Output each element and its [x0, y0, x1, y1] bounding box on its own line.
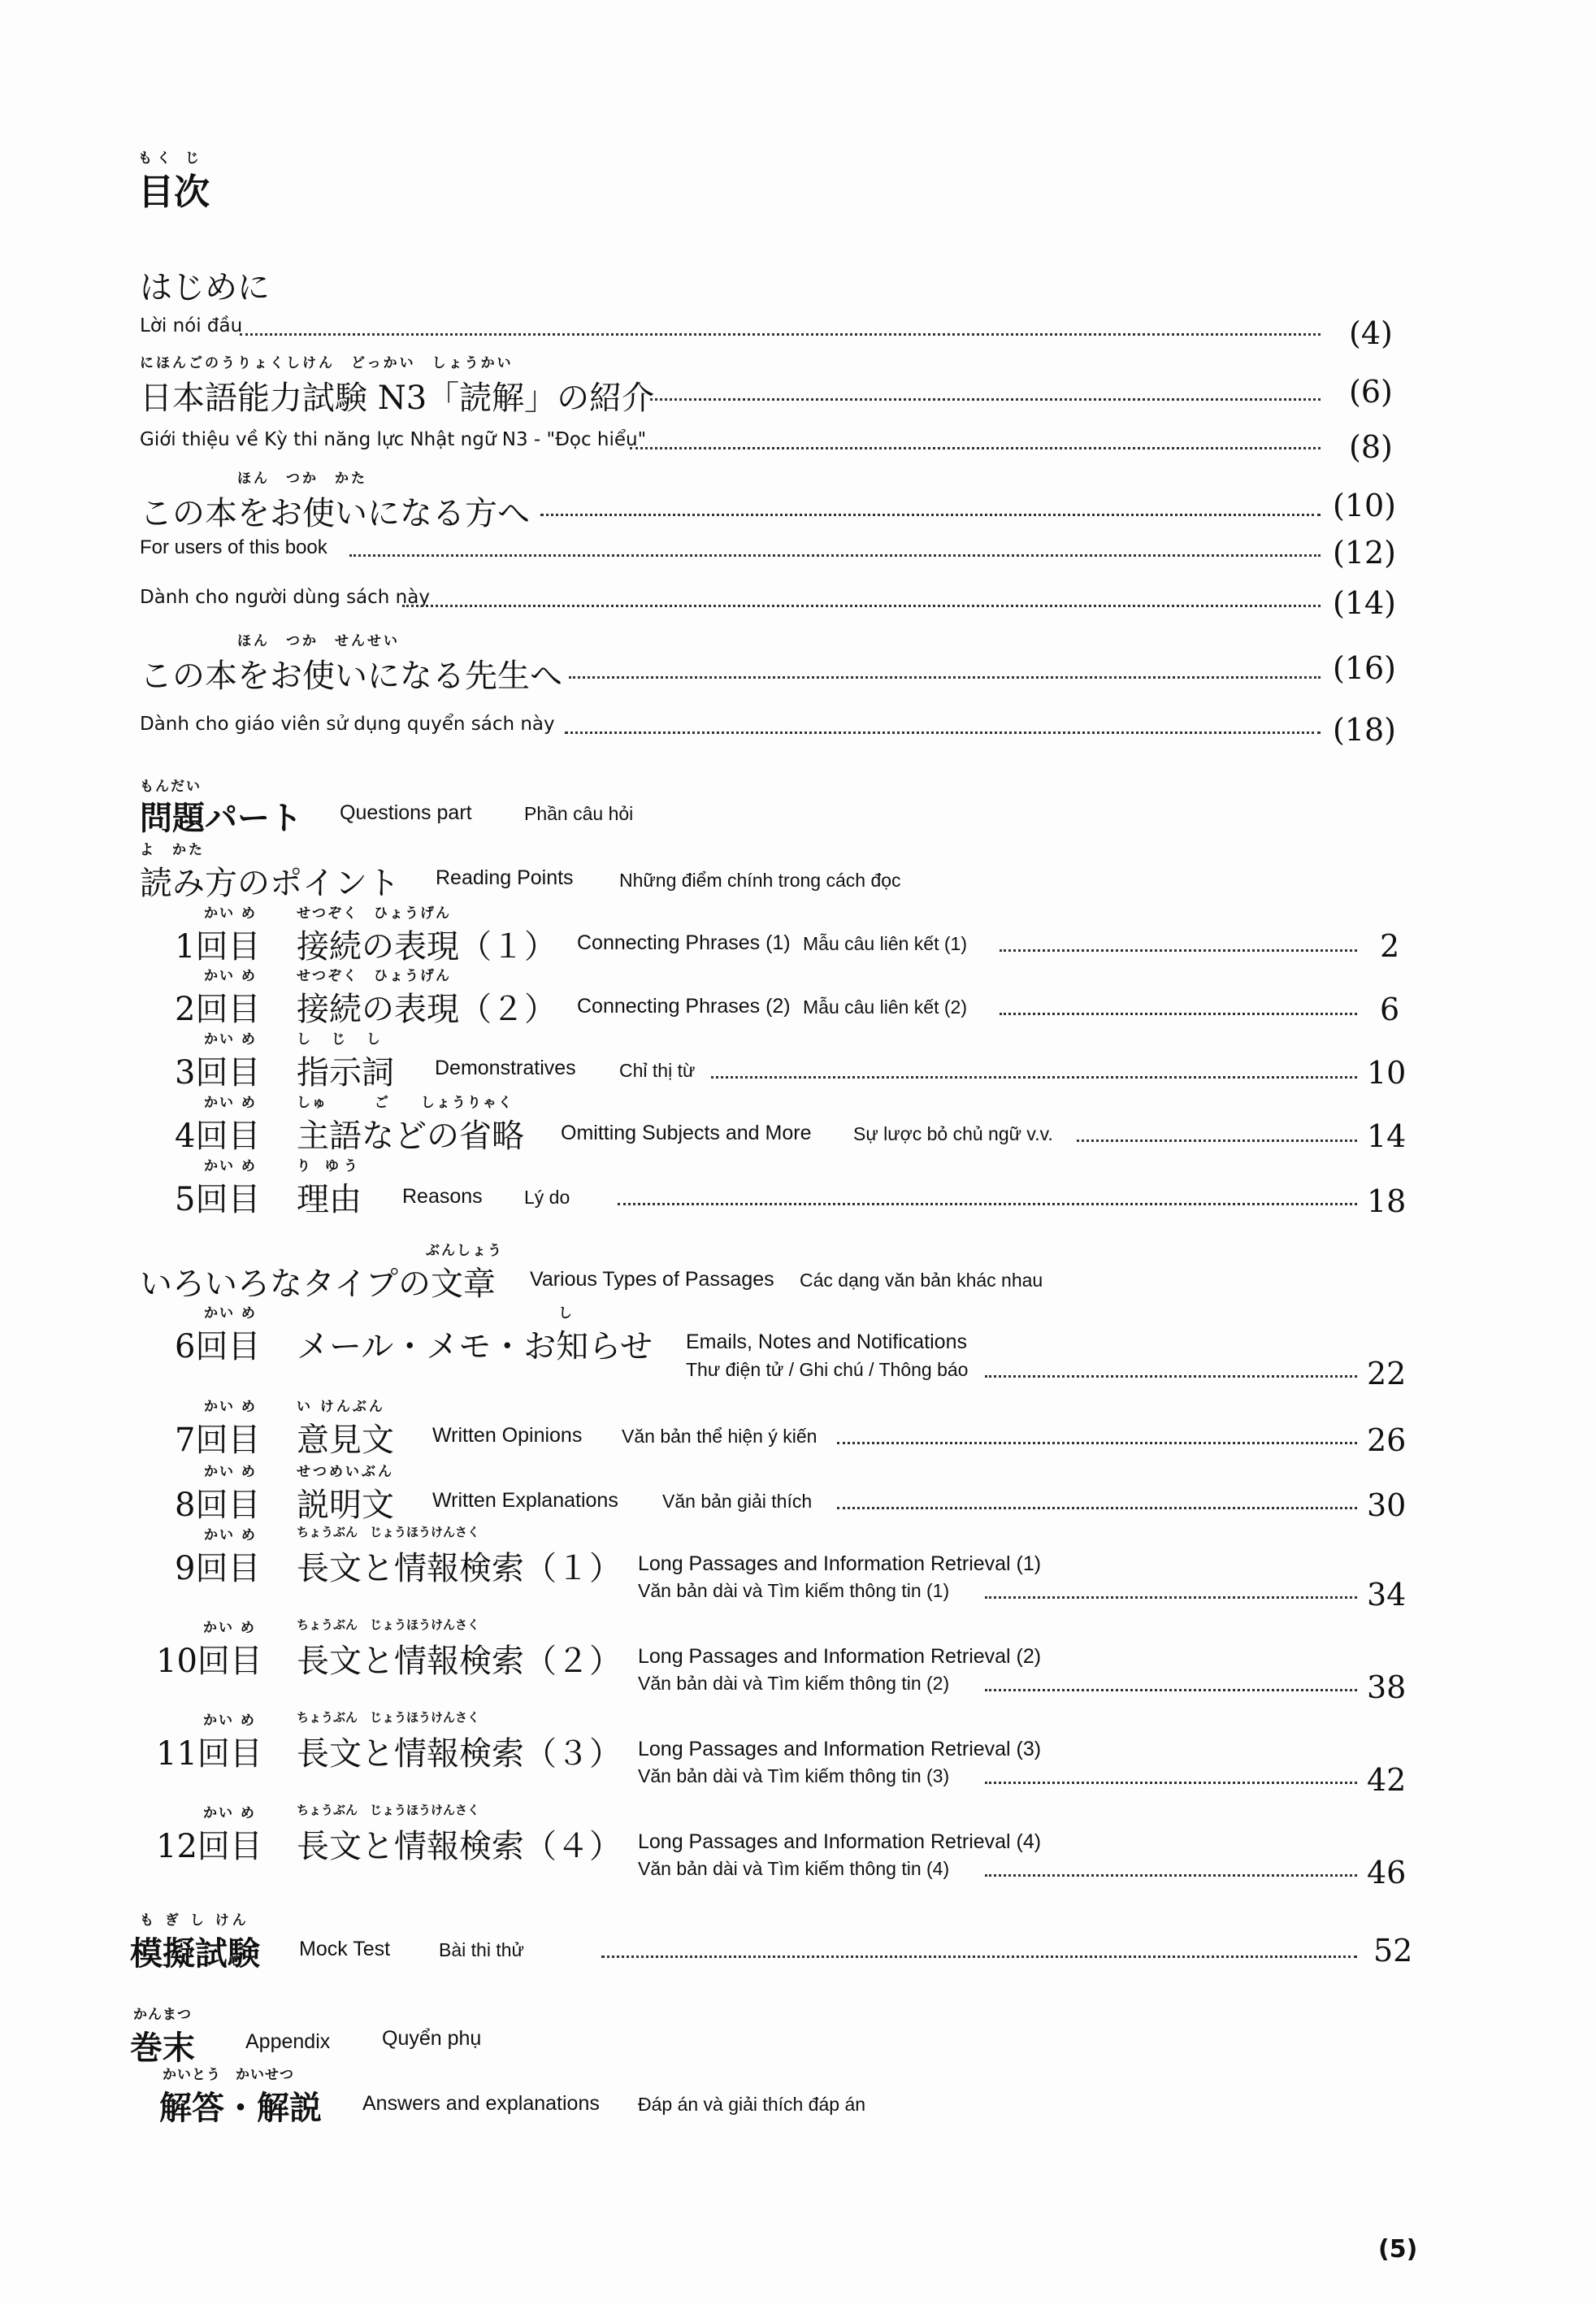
- lesson-kaime-ruby: かい め: [204, 1527, 257, 1543]
- toc-title: [138, 150, 210, 215]
- answers-heading: [159, 2067, 322, 2129]
- various-vi: Các dạng văn bản khác nhau: [800, 1270, 1043, 1291]
- mock-title: 模擬試験: [130, 1935, 260, 1973]
- lesson-row-1: [175, 905, 261, 967]
- page-ref: 26: [1367, 1422, 1407, 1458]
- lesson-kaime-ruby: かい め: [203, 1712, 256, 1729]
- lesson-en: Written Opinions: [432, 1424, 583, 1447]
- lesson-kaime-ruby: かい め: [204, 1095, 257, 1111]
- mondai-heading: [140, 779, 302, 839]
- lesson-jp-title: 長文と情報検索（２）: [297, 1643, 622, 1680]
- page-number: (5): [1378, 2235, 1418, 2264]
- leader-dots: [985, 1595, 1357, 1599]
- lesson-vi: Thư điện tử / Ghi chú / Thông báo: [686, 1359, 969, 1380]
- leader-dots: [618, 1201, 1357, 1205]
- intro-entry-label: この本をお使いになる先生へ: [140, 658, 562, 695]
- leader-dots: [985, 1374, 1357, 1378]
- page-ref: 38: [1367, 1669, 1407, 1705]
- mock-ruby: も ぎ し けん: [140, 1912, 249, 1929]
- page-ref: 30: [1367, 1487, 1407, 1523]
- lesson-jp-title: 理由: [297, 1181, 362, 1218]
- answers-ruby: かいとう かいせつ: [163, 2067, 294, 2083]
- lesson-kaime-ruby: かい め: [204, 1158, 257, 1174]
- intro-entry-label: Dành cho người dùng sách này: [140, 587, 430, 608]
- lesson-vi: Lý do: [524, 1187, 570, 1208]
- leader-dots: [1077, 1138, 1357, 1142]
- mock-en: Mock Test: [299, 1938, 391, 1960]
- page-ref: (8): [1349, 429, 1393, 465]
- leader-dots: [1000, 1011, 1357, 1015]
- lesson-jp: [297, 1031, 394, 1093]
- lesson-en: Long Passages and Information Retrieval (4): [638, 1830, 1042, 1853]
- leader-dots: [1000, 948, 1357, 952]
- lesson-vi: Văn bản thể hiện ý kiến: [622, 1426, 818, 1447]
- page-ref: 18: [1367, 1183, 1407, 1219]
- lesson-number: 9回目: [175, 1550, 261, 1587]
- lesson-number: 5回目: [175, 1181, 261, 1218]
- lesson-row-8: [175, 1464, 261, 1526]
- lesson-row-7: [175, 1399, 261, 1461]
- lesson-jp: [297, 1095, 524, 1157]
- lesson-en: Demonstratives: [435, 1057, 576, 1079]
- lesson-number: 10回目: [156, 1643, 262, 1680]
- entry-ruby: にほんごのうりょくしけん どっかい しょうかい: [140, 355, 514, 371]
- various-title: いろいろなタイプの文章: [140, 1265, 496, 1303]
- page-ref: (16): [1333, 650, 1397, 686]
- intro-entry-label: Giới thiệu về Kỳ thi năng lực Nhật ngữ N3 - "Đọc hiểu": [140, 429, 647, 450]
- lesson-en: Long Passages and Information Retrieval (1): [638, 1552, 1042, 1575]
- lesson-vi: Mẫu câu liên kết (2): [803, 996, 967, 1018]
- leader-dots: [240, 332, 1321, 336]
- various-ruby: ぶんしょう: [426, 1243, 503, 1259]
- appendix-vi: Quyển phụ: [382, 2027, 482, 2050]
- lesson-ruby: せつぞく ひょうげん: [297, 905, 451, 922]
- various-en: Various Types of Passages: [530, 1268, 774, 1291]
- mock-heading: [130, 1912, 260, 1974]
- leader-dots: [711, 1074, 1357, 1079]
- lesson-en: Written Explanations: [432, 1489, 618, 1512]
- lesson-jp-title: 長文と情報検索（３）: [297, 1735, 622, 1773]
- mondai-en: Questions part: [340, 801, 472, 824]
- lesson-kaime-ruby: かい め: [204, 968, 257, 984]
- leader-dots: [540, 512, 1321, 516]
- lesson-vi: Mẫu câu liên kết (1): [803, 933, 967, 954]
- lesson-en: Omitting Subjects and More: [561, 1122, 812, 1144]
- lesson-row-4: [175, 1095, 261, 1157]
- leader-dots: [837, 1440, 1357, 1444]
- lesson-kaime-ruby: かい め: [204, 905, 257, 922]
- lesson-number: 11回目: [156, 1735, 262, 1773]
- intro-entry-label: この本をお使いになる方へ: [140, 495, 530, 532]
- lesson-en: Long Passages and Information Retrieval (3): [638, 1738, 1042, 1760]
- lesson-number: 4回目: [175, 1118, 261, 1155]
- lesson-row-5: [175, 1158, 261, 1220]
- appendix-title: 巻末: [130, 2029, 195, 2067]
- mondai-vi: Phần câu hỏi: [524, 803, 634, 824]
- lesson-jp-title: 説明文: [297, 1487, 394, 1524]
- reading-points-ruby: よ かた: [140, 842, 205, 858]
- lesson-kaime-ruby: かい め: [204, 1031, 257, 1048]
- leader-dots: [601, 1954, 1357, 1958]
- leader-dots: [402, 603, 1321, 607]
- mondai-ruby: もんだい: [140, 779, 202, 795]
- answers-en: Answers and explanations: [362, 2092, 600, 2115]
- lesson-kaime-ruby: かい め: [204, 1305, 257, 1322]
- lesson-ruby: ちょうぶん じょうほうけんさく: [297, 1525, 480, 1539]
- lesson-number: 6回目: [175, 1328, 261, 1365]
- lesson-en: Connecting Phrases (2): [577, 995, 791, 1018]
- page-ref: (10): [1333, 488, 1397, 523]
- lesson-jp-title: メール・メモ・お知らせ: [297, 1328, 653, 1365]
- lesson-row-12: [156, 1805, 262, 1867]
- reading-points-heading: [140, 842, 400, 904]
- lesson-row-2: [175, 968, 261, 1030]
- lesson-jp: [297, 1464, 394, 1526]
- lesson-jp: [297, 1710, 622, 1774]
- lesson-vi: Sự lược bỏ chủ ngữ v.v.: [853, 1123, 1053, 1144]
- page-ref: 34: [1367, 1577, 1407, 1613]
- lesson-row-9: [175, 1527, 261, 1589]
- lesson-ruby: し じ し: [297, 1031, 388, 1048]
- mondai-title: 問題パート: [140, 800, 302, 837]
- lesson-ruby: ちょうぶん じょうほうけんさく: [297, 1617, 480, 1632]
- lesson-number: 8回目: [175, 1487, 261, 1524]
- lesson-jp: [297, 1617, 622, 1682]
- toc-title-text: 目次: [138, 171, 210, 213]
- lesson-en: Long Passages and Information Retrieval (2): [638, 1645, 1042, 1668]
- leader-dots: [630, 445, 1321, 449]
- lesson-row-11: [156, 1712, 262, 1774]
- lesson-ruby: い けんぶん: [297, 1399, 385, 1415]
- lesson-ruby: しゅ ご しょうりゃく: [297, 1095, 514, 1111]
- lesson-jp: [297, 1158, 362, 1220]
- lesson-jp-title: 主語などの省略: [297, 1118, 524, 1155]
- page-ref: 42: [1367, 1762, 1407, 1798]
- leader-dots: [985, 1873, 1357, 1877]
- lesson-row-3: [175, 1031, 261, 1093]
- intro-entry-label: Dành cho giáo viên sử dụng quyển sách này: [140, 714, 555, 735]
- lesson-jp: [297, 968, 557, 1030]
- page-ref: (18): [1333, 712, 1397, 748]
- entry-ruby: ほん つか かた: [237, 471, 367, 487]
- lesson-kaime-ruby: かい め: [203, 1620, 256, 1636]
- lesson-jp-title: 接続の表現（２）: [297, 991, 557, 1028]
- lesson-jp-title: 長文と情報検索（４）: [297, 1828, 622, 1865]
- lesson-vi: Văn bản giải thích: [662, 1491, 813, 1512]
- lesson-jp-title: 意見文: [297, 1422, 394, 1459]
- lesson-number: 7回目: [175, 1422, 261, 1459]
- page-ref: 6: [1380, 992, 1400, 1027]
- lesson-row-6: [175, 1305, 261, 1367]
- lesson-ruby: せつぞく ひょうげん: [297, 968, 451, 984]
- reading-points-vi: Những điểm chính trong cách đọc: [619, 870, 901, 891]
- page-ref: (12): [1333, 535, 1397, 571]
- lesson-jp: [297, 1525, 622, 1589]
- page-ref: 14: [1367, 1118, 1407, 1154]
- leader-dots: [650, 397, 1321, 401]
- lesson-jp-title: 接続の表現（１）: [297, 928, 557, 966]
- leader-dots: [985, 1687, 1357, 1691]
- page-ref: 46: [1367, 1855, 1407, 1890]
- lesson-kaime-ruby: かい め: [204, 1464, 257, 1480]
- lesson-jp: [297, 1305, 653, 1367]
- lesson-row-10: [156, 1620, 262, 1682]
- reading-points-title: 読み方のポイント: [140, 865, 400, 902]
- lesson-number: 3回目: [175, 1054, 261, 1092]
- intro-entry: [140, 355, 655, 419]
- leader-dots: [349, 553, 1321, 557]
- page-ref: 52: [1373, 1933, 1413, 1969]
- various-heading: [140, 1243, 503, 1304]
- lesson-vi: Chỉ thị từ: [619, 1060, 696, 1081]
- lesson-jp: [297, 1399, 394, 1461]
- entry-ruby: ほん つか せんせい: [237, 633, 400, 649]
- toc-title-ruby: もく じ: [138, 150, 204, 167]
- page-ref: (4): [1349, 315, 1393, 351]
- intro-entry-label: 日本語能力試験 N3「読解」の紹介: [140, 380, 655, 417]
- page-ref: (6): [1349, 374, 1393, 410]
- lesson-vi: Văn bản dài và Tìm kiếm thông tin (2): [638, 1673, 950, 1694]
- lesson-jp: [297, 1803, 622, 1867]
- lesson-number: 2回目: [175, 991, 261, 1028]
- appendix-ruby: かんまつ: [133, 2007, 192, 2023]
- lesson-en: Connecting Phrases (1): [577, 931, 791, 954]
- lesson-jp: [297, 905, 557, 967]
- intro-entry: [140, 471, 530, 534]
- page-ref: 22: [1367, 1356, 1407, 1391]
- lesson-vi: Văn bản dài và Tìm kiếm thông tin (4): [638, 1858, 950, 1879]
- leader-dots: [565, 730, 1321, 734]
- lesson-kaime-ruby: かい め: [203, 1805, 256, 1821]
- intro-entry-label: Lời nói đầu: [140, 315, 243, 336]
- lesson-jp-title: 長文と情報検索（１）: [297, 1550, 622, 1587]
- lesson-ruby: ちょうぶん じょうほうけんさく: [297, 1803, 480, 1817]
- answers-vi: Đáp án và giải thích đáp án: [638, 2094, 866, 2115]
- lesson-jp-title: 指示詞: [297, 1054, 394, 1092]
- lesson-ruby: り ゆう: [297, 1158, 362, 1174]
- mock-vi: Bài thi thử: [439, 1939, 524, 1960]
- intro-heading: はじめに: [140, 269, 270, 306]
- leader-dots: [985, 1780, 1357, 1784]
- lesson-en: Emails, Notes and Notifications: [686, 1330, 967, 1353]
- leader-dots: [837, 1505, 1357, 1509]
- lesson-vi: Văn bản dài và Tìm kiếm thông tin (3): [638, 1765, 950, 1786]
- lesson-kaime-ruby: かい め: [204, 1399, 257, 1415]
- lesson-ruby: ちょうぶん じょうほうけんさく: [297, 1710, 480, 1725]
- page-ref: (14): [1333, 585, 1397, 621]
- appendix-en: Appendix: [245, 2030, 331, 2053]
- lesson-number: 1回目: [175, 928, 261, 966]
- lesson-vi: Văn bản dài và Tìm kiếm thông tin (1): [638, 1580, 950, 1601]
- lesson-ruby: し: [558, 1305, 577, 1322]
- appendix-heading: [130, 2007, 195, 2068]
- page-ref: 2: [1380, 928, 1400, 964]
- answers-title: 解答・解説: [159, 2090, 322, 2127]
- reading-points-en: Reading Points: [436, 866, 574, 889]
- leader-dots: [569, 675, 1321, 679]
- lesson-number: 12回目: [156, 1828, 262, 1865]
- intro-entry: [140, 633, 562, 697]
- page-ref: 10: [1367, 1055, 1407, 1091]
- lesson-en: Reasons: [402, 1185, 483, 1208]
- intro-entry-label: For users of this book: [140, 536, 327, 558]
- lesson-ruby: せつめいぶん: [297, 1464, 394, 1480]
